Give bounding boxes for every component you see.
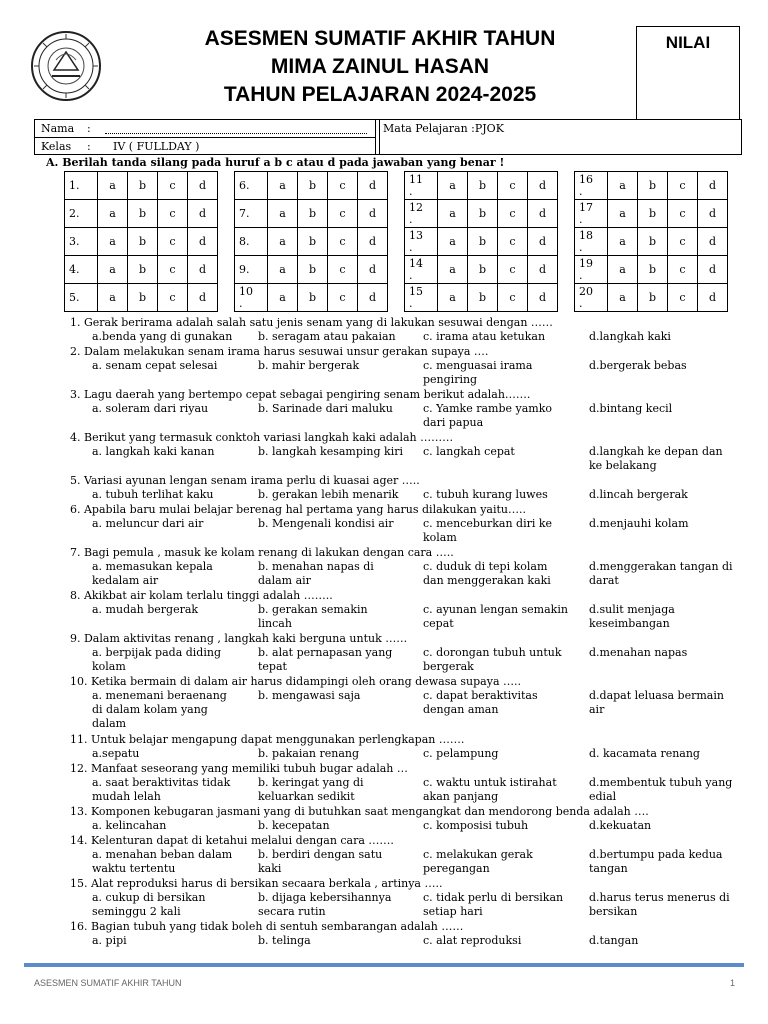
answer-option-c[interactable]: c xyxy=(328,228,358,256)
subject-label: Mata Pelajaran :PJOK xyxy=(383,122,504,135)
answer-option-a[interactable]: a xyxy=(438,256,468,284)
answer-option-d[interactable]: d xyxy=(528,172,558,200)
option-c[interactable]: c. duduk di tepi kolam dan menggerakan kaki xyxy=(423,560,551,587)
option-b[interactable]: b. berdiri dengan satu kaki xyxy=(258,848,383,875)
answer-number: 3. xyxy=(65,228,98,256)
answer-option-d[interactable]: d xyxy=(358,256,388,284)
answer-option-b[interactable]: b xyxy=(128,256,158,284)
answer-option-d[interactable]: d xyxy=(528,200,558,228)
answer-option-b[interactable]: b xyxy=(468,256,498,284)
option-a[interactable]: a. memasukan kepala kedalam air xyxy=(92,560,213,587)
answer-option-a[interactable]: a xyxy=(268,256,298,284)
footer-text: ASESMEN SUMATIF AKHIR TAHUN xyxy=(34,978,182,988)
answer-option-d[interactable]: d xyxy=(358,284,388,312)
answer-option-b[interactable]: b xyxy=(298,200,328,228)
answer-option-a[interactable]: a xyxy=(438,200,468,228)
option-a[interactable]: a. pipi xyxy=(92,934,127,947)
option-b[interactable]: b. langkah kesamping kiri xyxy=(258,445,403,458)
option-a[interactable]: a. kelincahan xyxy=(92,819,167,832)
option-b[interactable]: b. pakaian renang xyxy=(258,747,360,760)
answer-number: 7. xyxy=(235,200,268,228)
answer-row xyxy=(405,228,558,256)
answer-option-a[interactable]: a xyxy=(438,228,468,256)
answer-option-c[interactable]: c xyxy=(158,200,188,228)
answer-row xyxy=(235,172,388,200)
option-a[interactable]: a. menahan beban dalam waktu tertentu xyxy=(92,848,233,875)
answer-option-b[interactable]: b xyxy=(298,256,328,284)
option-b[interactable]: b. gerakan lebih menarik xyxy=(258,488,399,501)
option-a[interactable]: a. saat beraktivitas tidak mudah lelah xyxy=(92,776,231,803)
option-c[interactable]: c. komposisi tubuh xyxy=(423,819,529,832)
answer-option-b[interactable]: b xyxy=(468,200,498,228)
answer-option-a[interactable]: a xyxy=(608,228,638,256)
answer-option-a[interactable]: a xyxy=(98,228,128,256)
answer-option-d[interactable]: d xyxy=(188,256,218,284)
answer-number: 17 . xyxy=(575,200,608,228)
option-a[interactable]: a. tubuh terlihat kaku xyxy=(92,488,214,501)
answer-row xyxy=(575,172,728,200)
question-text: 12. Manfaat seseorang yang memiliki tubuh bugar adalah … xyxy=(70,762,408,775)
answer-option-b[interactable]: b xyxy=(128,200,158,228)
score-box[interactable] xyxy=(636,26,740,120)
option-b[interactable]: b. gerakan semakin lincah xyxy=(258,603,368,630)
option-c[interactable]: c. menceburkan diri ke kolam xyxy=(423,517,553,544)
answer-number: 5. xyxy=(65,284,98,312)
option-d[interactable]: d.bergerak bebas xyxy=(589,359,687,372)
answer-row xyxy=(575,200,728,228)
option-c[interactable]: c. tubuh kurang luwes xyxy=(423,488,548,501)
answer-number: 4. xyxy=(65,256,98,284)
answer-option-c[interactable]: c xyxy=(668,256,698,284)
answer-number: 18 . xyxy=(575,228,608,256)
option-d[interactable]: d.lincah bergerak xyxy=(589,488,688,501)
answer-option-b[interactable]: b xyxy=(638,256,668,284)
name-label: Nama xyxy=(41,122,75,135)
option-c[interactable]: c. dapat beraktivitas dengan aman xyxy=(423,689,538,716)
answer-option-b[interactable]: b xyxy=(128,172,158,200)
question-text: 4. Berikut yang termasuk conktoh variasi langkah kaki adalah ……… xyxy=(70,431,454,444)
answer-option-c[interactable]: c xyxy=(668,200,698,228)
answer-option-d[interactable]: d xyxy=(698,256,728,284)
answer-option-c[interactable]: c xyxy=(328,284,358,312)
option-c[interactable]: c. Yamke rambe yamko dari papua xyxy=(423,402,553,429)
option-c[interactable]: c. waktu untuk istirahat akan panjang xyxy=(423,776,557,803)
question-text: 2. Dalam melakukan senam irama harus sesuwai unsur gerakan supaya …. xyxy=(70,345,489,358)
option-b[interactable]: b. Sarinade dari maluku xyxy=(258,402,393,415)
answer-option-a[interactable]: a xyxy=(98,256,128,284)
answer-option-a[interactable]: a xyxy=(268,284,298,312)
question-text: 15. Alat reproduksi harus di bersikan secaara berkala , artinya ….. xyxy=(70,877,443,890)
answer-option-b[interactable]: b xyxy=(638,284,668,312)
answer-number: 20 . xyxy=(575,284,608,312)
answer-option-a[interactable]: a xyxy=(268,172,298,200)
option-b[interactable]: b. telinga xyxy=(258,934,311,947)
answer-option-a[interactable]: a xyxy=(98,172,128,200)
answer-number: 13 . xyxy=(405,228,438,256)
answer-table xyxy=(574,171,728,312)
answer-option-d[interactable]: d xyxy=(698,200,728,228)
option-b[interactable]: b. mengawasi saja xyxy=(258,689,361,702)
answer-row xyxy=(65,256,218,284)
question-text: 3. Lagu daerah yang bertempo cepat sebagai pengiring senam berikut adalah……. xyxy=(70,388,531,401)
question-text: 10. Ketika bermain di dalam air harus didampingi oleh orang dewasa supaya ….. xyxy=(70,675,521,688)
option-c[interactable]: c. langkah cepat xyxy=(423,445,515,458)
score-label: NILAI xyxy=(665,33,711,52)
answer-row xyxy=(575,256,728,284)
name-colon: : xyxy=(87,122,91,135)
answer-option-d[interactable]: d xyxy=(188,200,218,228)
answer-option-b[interactable]: b xyxy=(468,284,498,312)
answer-option-c[interactable]: c xyxy=(498,284,528,312)
answer-option-b[interactable]: b xyxy=(298,228,328,256)
answer-table xyxy=(234,171,388,312)
answer-row xyxy=(235,284,388,312)
answer-number: 9. xyxy=(235,256,268,284)
answer-option-c[interactable]: c xyxy=(668,284,698,312)
question-text: 14. Kelenturan dapat di ketahui melalui dengan cara ……. xyxy=(70,834,394,847)
class-label: Kelas xyxy=(41,140,72,153)
answer-option-d[interactable]: d xyxy=(698,284,728,312)
option-d[interactable]: d.kekuatan xyxy=(589,819,652,832)
option-b[interactable]: b. seragam atau pakaian xyxy=(258,330,396,343)
answer-row xyxy=(405,172,558,200)
answer-row xyxy=(235,228,388,256)
option-a[interactable]: a. berpijak pada diding kolam xyxy=(92,646,221,673)
answer-row xyxy=(65,172,218,200)
answer-option-a[interactable]: a xyxy=(608,284,638,312)
option-b[interactable]: b. mahir bergerak xyxy=(258,359,360,372)
answer-option-d[interactable]: d xyxy=(698,172,728,200)
option-d[interactable]: d.membentuk tubuh yang edial xyxy=(589,776,733,803)
answer-row xyxy=(575,284,728,312)
answer-option-d[interactable]: d xyxy=(188,172,218,200)
option-b[interactable]: b. Mengenali kondisi air xyxy=(258,517,394,530)
answer-option-b[interactable]: b xyxy=(638,172,668,200)
answer-row xyxy=(235,200,388,228)
answer-option-d[interactable]: d xyxy=(188,228,218,256)
option-c[interactable]: c. pelampung xyxy=(423,747,499,760)
exam-title: ASESMEN SUMATIF AKHIR TAHUN xyxy=(204,27,556,50)
question-text: 16. Bagian tubuh yang tidak boleh di sentuh sembarangan adalah …… xyxy=(70,920,464,933)
answer-option-c[interactable]: c xyxy=(158,172,188,200)
option-d[interactable]: d.bertumpu pada kedua tangan xyxy=(589,848,723,875)
instruction: A. Berilah tanda silang pada huruf a b c atau d pada jawaban yang benar ! xyxy=(46,156,505,169)
answer-number: 19 . xyxy=(575,256,608,284)
option-a[interactable]: a.sepatu xyxy=(92,747,140,760)
option-c[interactable]: c. dorongan tubuh untuk bergerak xyxy=(423,646,562,673)
answer-row xyxy=(235,256,388,284)
answer-number: 11 . xyxy=(405,172,438,200)
answer-option-c[interactable]: c xyxy=(328,172,358,200)
answer-number: 15 . xyxy=(405,284,438,312)
option-d[interactable]: d.langkah kaki xyxy=(589,330,671,343)
class-value: IV ( FULLDAY ) xyxy=(113,140,200,153)
answer-number: 8. xyxy=(235,228,268,256)
answer-option-d[interactable]: d xyxy=(528,284,558,312)
answer-option-c[interactable]: c xyxy=(668,228,698,256)
option-a[interactable]: a. menemani beraenang di dalam kolam yang dalam xyxy=(92,689,227,730)
question-text: 1. Gerak berirama adalah salah satu jenis senam yang di lakukan sesuwai dengan …… xyxy=(70,316,553,329)
answer-option-d[interactable]: d xyxy=(358,200,388,228)
option-d[interactable]: d.bintang kecil xyxy=(589,402,673,415)
option-a[interactable]: a. langkah kaki kanan xyxy=(92,445,215,458)
answer-row xyxy=(405,284,558,312)
answer-option-c[interactable]: c xyxy=(498,200,528,228)
answer-option-a[interactable]: a xyxy=(608,172,638,200)
question-text: 8. Akikbat air kolam terlalu tinggi adalah …….. xyxy=(70,589,333,602)
answer-option-c[interactable]: c xyxy=(328,200,358,228)
option-d[interactable]: d.langkah ke depan dan ke belakang xyxy=(589,445,723,472)
option-b[interactable]: b. dijaga kebersihannya secara rutin xyxy=(258,891,392,918)
answer-option-b[interactable]: b xyxy=(468,228,498,256)
option-d[interactable]: d.menggerakan tangan di darat xyxy=(589,560,733,587)
answer-option-d[interactable]: d xyxy=(528,256,558,284)
question-text: 9. Dalam aktivitas renang , langkah kaki berguna untuk …… xyxy=(70,632,408,645)
answer-option-c[interactable]: c xyxy=(498,172,528,200)
answer-option-c[interactable]: c xyxy=(158,228,188,256)
answer-table xyxy=(404,171,558,312)
answer-option-a[interactable]: a xyxy=(98,200,128,228)
answer-row xyxy=(575,228,728,256)
answer-row xyxy=(65,228,218,256)
answer-option-d[interactable]: d xyxy=(358,172,388,200)
option-c[interactable]: c. ayunan lengan semakin cepat xyxy=(423,603,568,630)
school-logo xyxy=(30,30,102,102)
answer-option-b[interactable]: b xyxy=(298,284,328,312)
option-a[interactable]: a. mudah bergerak xyxy=(92,603,199,616)
option-d[interactable]: d. kacamata renang xyxy=(589,747,700,760)
answer-option-a[interactable]: a xyxy=(268,228,298,256)
answer-option-c[interactable]: c xyxy=(498,256,528,284)
answer-option-d[interactable]: d xyxy=(188,284,218,312)
answer-number: 1. xyxy=(65,172,98,200)
option-a[interactable]: a.benda yang di gunakan xyxy=(92,330,233,343)
answer-number: 2. xyxy=(65,200,98,228)
option-a[interactable]: a. cukup di bersikan seminggu 2 kali xyxy=(92,891,206,918)
name-field[interactable] xyxy=(105,133,367,134)
question-text: 7. Bagi pemula , masuk ke kolam renang di lakukan dengan cara ….. xyxy=(70,546,454,559)
option-b[interactable]: b. alat pernapasan yang tepat xyxy=(258,646,393,673)
answer-option-d[interactable]: d xyxy=(358,228,388,256)
answer-option-a[interactable]: a xyxy=(98,284,128,312)
answer-option-b[interactable]: b xyxy=(638,228,668,256)
option-c[interactable]: c. irama atau ketukan xyxy=(423,330,546,343)
answer-option-b[interactable]: b xyxy=(298,172,328,200)
option-c[interactable]: c. melakukan gerak peregangan xyxy=(423,848,533,875)
option-d[interactable]: d.menjauhi kolam xyxy=(589,517,689,530)
page-number: 1 xyxy=(730,978,736,988)
academic-year: TAHUN PELAJARAN 2024-2025 xyxy=(223,83,537,106)
answer-option-b[interactable]: b xyxy=(468,172,498,200)
answer-option-d[interactable]: d xyxy=(698,228,728,256)
answer-option-b[interactable]: b xyxy=(128,284,158,312)
question-text: 11. Untuk belajar mengapung dapat menggunakan perlengkapan ……. xyxy=(70,733,465,746)
answer-option-c[interactable]: c xyxy=(158,284,188,312)
answer-number: 6. xyxy=(235,172,268,200)
option-a[interactable]: a. soleram dari riyau xyxy=(92,402,209,415)
student-info-box xyxy=(34,119,742,155)
answer-option-c[interactable]: c xyxy=(668,172,698,200)
option-c[interactable]: c. menguasai irama pengiring xyxy=(423,359,533,386)
answer-option-a[interactable]: a xyxy=(608,256,638,284)
option-c[interactable]: c. alat reproduksi xyxy=(423,934,522,947)
answer-option-c[interactable]: c xyxy=(328,256,358,284)
answer-option-a[interactable]: a xyxy=(438,172,468,200)
answer-table xyxy=(64,171,218,312)
option-b[interactable]: b. keringat yang di keluarkan sedikit xyxy=(258,776,364,803)
answer-number: 10 . xyxy=(235,284,268,312)
answer-row xyxy=(405,256,558,284)
option-b[interactable]: b. menahan napas di dalam air xyxy=(258,560,374,587)
answer-number: 12 . xyxy=(405,200,438,228)
answer-option-d[interactable]: d xyxy=(528,228,558,256)
answer-option-c[interactable]: c xyxy=(158,256,188,284)
option-a[interactable]: a. meluncur dari air xyxy=(92,517,204,530)
question-text: 6. Apabila baru mulai belajar berenag hal pertama yang harus dilakukan yaitu….. xyxy=(70,503,526,516)
option-b[interactable]: b. kecepatan xyxy=(258,819,330,832)
question-text: 5. Variasi ayunan lengan senam irama perlu di kuasai ager ….. xyxy=(70,474,420,487)
answer-option-c[interactable]: c xyxy=(498,228,528,256)
option-d[interactable]: d.tangan xyxy=(589,934,639,947)
footer-bar xyxy=(24,963,744,967)
option-d[interactable]: d.menahan napas xyxy=(589,646,688,659)
answer-option-b[interactable]: b xyxy=(638,200,668,228)
answer-option-b[interactable]: b xyxy=(128,228,158,256)
answer-number: 14 . xyxy=(405,256,438,284)
answer-row xyxy=(65,284,218,312)
answer-option-a[interactable]: a xyxy=(268,200,298,228)
option-d[interactable]: d.dapat leluasa bermain air xyxy=(589,689,724,716)
option-d[interactable]: d.sulit menjaga keseimbangan xyxy=(589,603,675,630)
question-text: 13. Komponen kebugaran jasmani yang di butuhkan saat mengangkat dan mendorong benda adalah …. xyxy=(70,805,649,818)
school-name: MIMA ZAINUL HASAN xyxy=(270,55,490,78)
option-a[interactable]: a. senam cepat selesai xyxy=(92,359,218,372)
answer-number: 16 . xyxy=(575,172,608,200)
option-c[interactable]: c. tidak perlu di bersikan setiap hari xyxy=(423,891,564,918)
answer-option-a[interactable]: a xyxy=(608,200,638,228)
class-colon: : xyxy=(87,140,91,153)
option-d[interactable]: d.harus terus menerus di bersikan xyxy=(589,891,730,918)
answer-row xyxy=(65,200,218,228)
answer-row xyxy=(405,200,558,228)
answer-option-a[interactable]: a xyxy=(438,284,468,312)
